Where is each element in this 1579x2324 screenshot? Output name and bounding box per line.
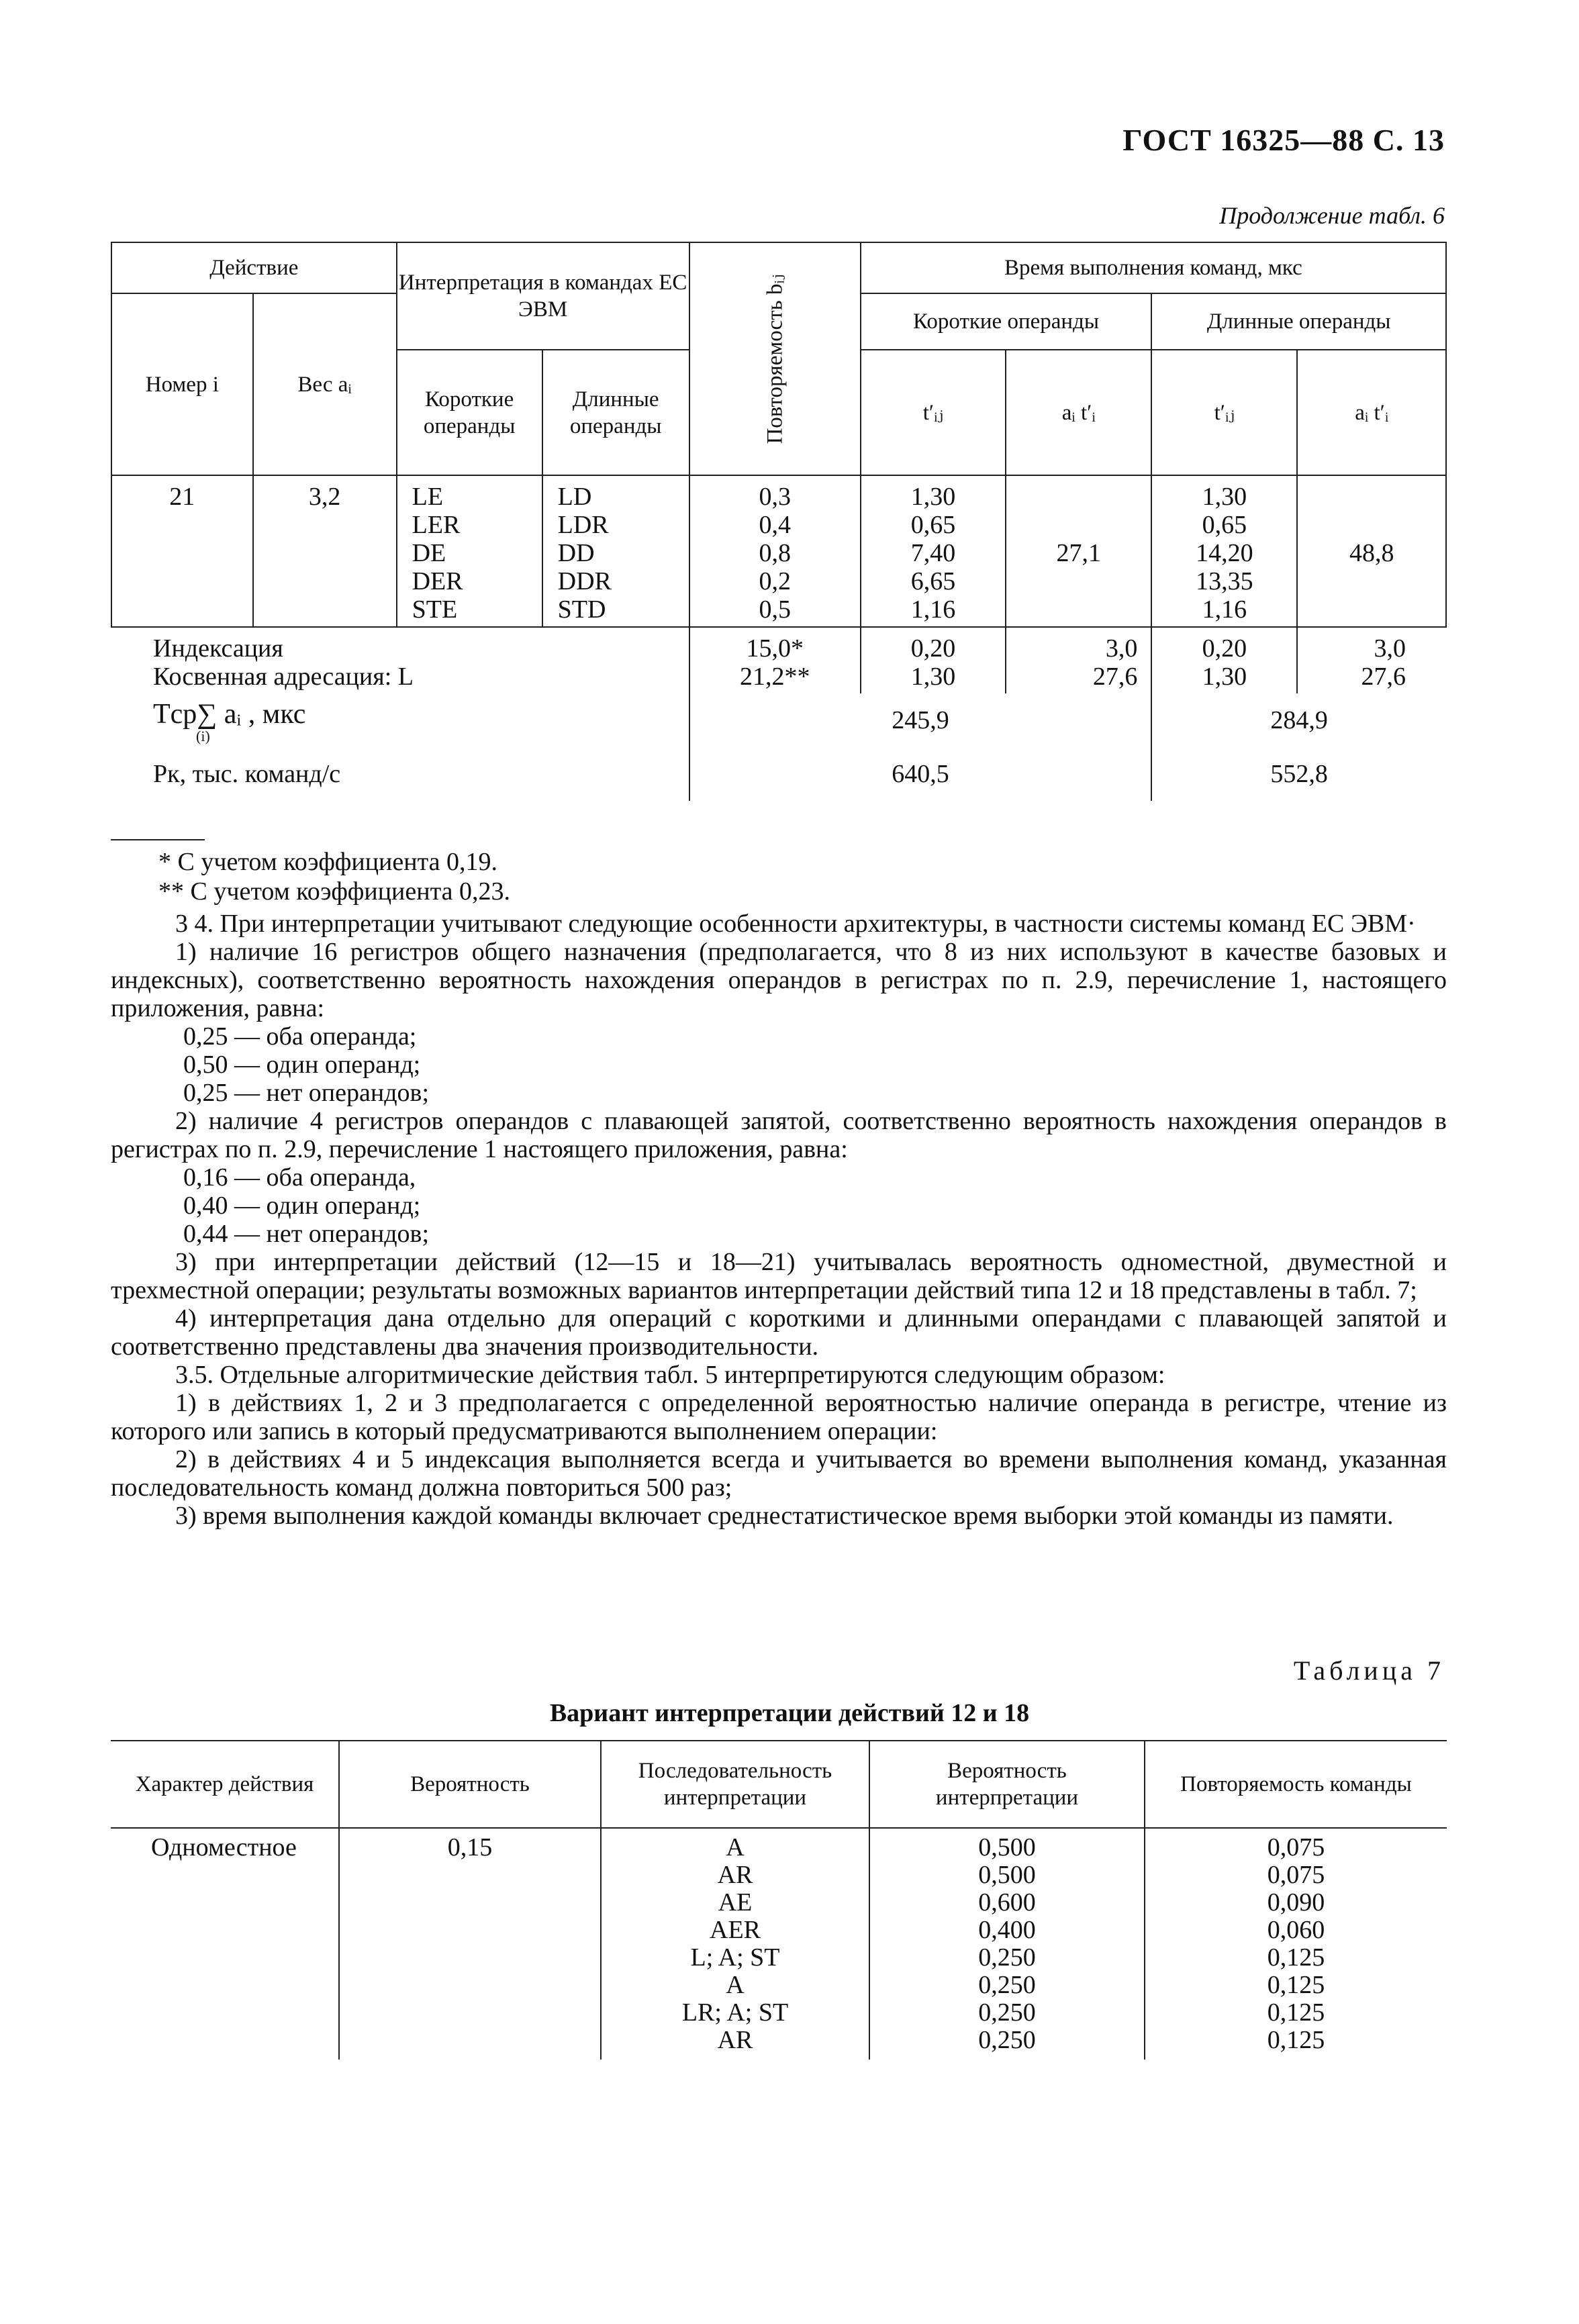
t7-header-seq: Последовательность интерпретации: [601, 1741, 869, 1828]
cell-pk-long: 552,8: [1151, 747, 1446, 801]
cell-weight: 3,2: [253, 475, 397, 627]
table-7: [111, 1740, 1447, 2060]
t7-cell-kind: Одноместное: [111, 1828, 339, 2060]
footnote-rule: [111, 839, 205, 840]
t7-cell-interp-prob: 0,500 0,500 0,600 0,400 0,250 0,250 0,250 0,250: [869, 1828, 1145, 2060]
table-row-indexing: [111, 627, 1446, 693]
t7-cell-prob: 0,15: [339, 1828, 601, 2060]
header-repeatability: Повторяемость bᵢⱼ: [689, 242, 861, 475]
footnote-2: ** С учетом коэффициента 0,23.: [158, 877, 511, 906]
t7-header-rep: Повторяемость команды: [1145, 1741, 1447, 1828]
table-7-caption: Таблица 7: [1293, 1655, 1445, 1686]
row-tsum: [111, 693, 1446, 747]
paragraph: 3.5. Отдельные алгоритмические действия табл. 5 интерпретируются следующим образом:: [175, 1361, 1165, 1389]
paragraph: 0,25 — оба операнда;: [183, 1022, 417, 1051]
t7-cell-seq: A AR AE AER L; A; ST A LR; A; ST AR: [601, 1828, 869, 2060]
header-time-short: Короткие операнды: [861, 293, 1152, 350]
cell-tsum-long: 284,9: [1151, 693, 1446, 747]
header-interpretation: Интерпретация в командах ЕС ЭВМ: [397, 242, 689, 350]
table-row: [111, 475, 1446, 627]
cell-at-short: 27,1: [1006, 475, 1151, 627]
paragraph: 0,40 — один операнд;: [183, 1192, 421, 1220]
t7-header-kind: Характер действия: [111, 1741, 339, 1828]
cell-at-long: 48,8: [1297, 475, 1446, 627]
header-weight: Вес aᵢ: [253, 293, 397, 475]
paragraph: 3) время выполнения каждой команды включает среднестатистическое время выборки этой команды из памяти.: [175, 1502, 1394, 1530]
t7-header-prob: Вероятность: [339, 1741, 601, 1828]
footnote-1: * С учетом коэффициента 0,19.: [158, 848, 498, 876]
paragraph: 1) наличие 16 регистров общего назначения (предполагается, что 8 из них используют в качестве базовых и индексных), соответственно вероятность нахождения операндов в регистрах по п. 2.9, перечисление 1, настоящего приложения, равна:: [111, 938, 1447, 1022]
paragraph: 3 4. При интерпретации учитывают следующие особенности архитектуры, в частности системы команд ЕС ЭВМ·: [175, 910, 1416, 938]
table-continuation-label: Продолжение табл. 6: [1219, 202, 1445, 229]
paragraph: 0,44 — нет операндов;: [183, 1220, 430, 1248]
cell-short-commands: LE LER DE DER STE: [397, 475, 542, 627]
cell-time-long: 1,30 0,65 14,20 13,35 1,16: [1151, 475, 1297, 627]
page-header: ГОСТ 16325—88 С. 13: [1122, 123, 1445, 157]
label-pk: Pк, тыс. команд/с: [153, 760, 341, 788]
row-pk: [111, 747, 1446, 801]
paragraph: 0,50 — один операнд;: [183, 1051, 421, 1079]
header-short-operands: Короткие операнды: [397, 350, 542, 475]
cell-repeatability: 0,3 0,4 0,8 0,2 0,5: [689, 475, 861, 627]
paragraph: 1) в действиях 1, 2 и 3 предполагается с определенной вероятностью наличие операнда в регистре, чтение из которого или запись в который предусматриваются выполнением операции:: [111, 1389, 1447, 1445]
paragraph: 2) в действиях 4 и 5 индексация выполняется всегда и учитывается во времени выполнения команд, указанная последовательность команд должна повториться 500 раз;: [111, 1445, 1447, 1502]
label-tsum: Tср∑ aᵢ , мкс (i): [153, 699, 306, 744]
paragraph: 4) интерпретация дана отдельно для операций с короткими и длинными операндами с плавающей запятой и соответственно представлены два значения производительности.: [111, 1304, 1447, 1361]
table-row: [111, 1828, 1447, 2060]
header-exec-time: Время выполнения команд, мкс: [861, 242, 1446, 293]
paragraph: 2) наличие 4 регистров операндов с плавающей запятой, соответственно вероятность нахождения операндов в регистрах по п. 2.9, перечисление 1 настоящего приложения, равна:: [111, 1107, 1447, 1163]
header-ati-short: aᵢ t′ᵢ: [1006, 350, 1151, 475]
cell-indexing-t-short: 0,20 1,30: [861, 627, 1006, 693]
cell-indexing-at-short: 3,0 27,6: [1006, 627, 1151, 693]
header-time-long: Длинные операнды: [1151, 293, 1446, 350]
table-6: [111, 242, 1447, 801]
cell-indexing-t-long: 0,20 1,30: [1151, 627, 1297, 693]
paragraph: 3) при интерпретации действий (12—15 и 18—21) учитывалась вероятность одноместной, двуместной и трехместной операции; результаты возможных вариантов интерпретации действий типа 12 и 18 представлены в табл. 7;: [111, 1248, 1447, 1304]
t7-cell-rep: 0,075 0,075 0,090 0,060 0,125 0,125 0,125 0,125: [1145, 1828, 1447, 2060]
t7-header-interp-prob: Вероятность интерпретации: [869, 1741, 1145, 1828]
cell-indexing-rep: 15,0* 21,2**: [689, 627, 861, 693]
cell-number: 21: [111, 475, 253, 627]
header-ati-long: aᵢ t′ᵢ: [1297, 350, 1446, 475]
table-7-title: Вариант интерпретации действий 12 и 18: [549, 1699, 1030, 1727]
cell-time-short: 1,30 0,65 7,40 6,65 1,16: [861, 475, 1006, 627]
header-tij-long: t′ᵢⱼ: [1151, 350, 1297, 475]
cell-indexing-at-long: 3,0 27,6: [1297, 627, 1446, 693]
footnotes: [158, 847, 510, 906]
label-indexing: Индексация Косвенная адресация: L: [111, 627, 689, 693]
header-action: Действие: [111, 242, 397, 293]
header-long-operands: Длинные операнды: [542, 350, 689, 475]
cell-long-commands: LD LDR DD DDR STD: [542, 475, 689, 627]
cell-pk-short: 640,5: [689, 747, 1152, 801]
header-number: Номер i: [111, 293, 253, 475]
header-tij-short: t′ᵢⱼ: [861, 350, 1006, 475]
paragraph: 0,25 — нет операндов;: [183, 1079, 430, 1107]
cell-tsum-short: 245,9: [689, 693, 1152, 747]
paragraph: 0,16 — оба операнда,: [183, 1163, 416, 1192]
body-text: [111, 910, 1447, 1530]
